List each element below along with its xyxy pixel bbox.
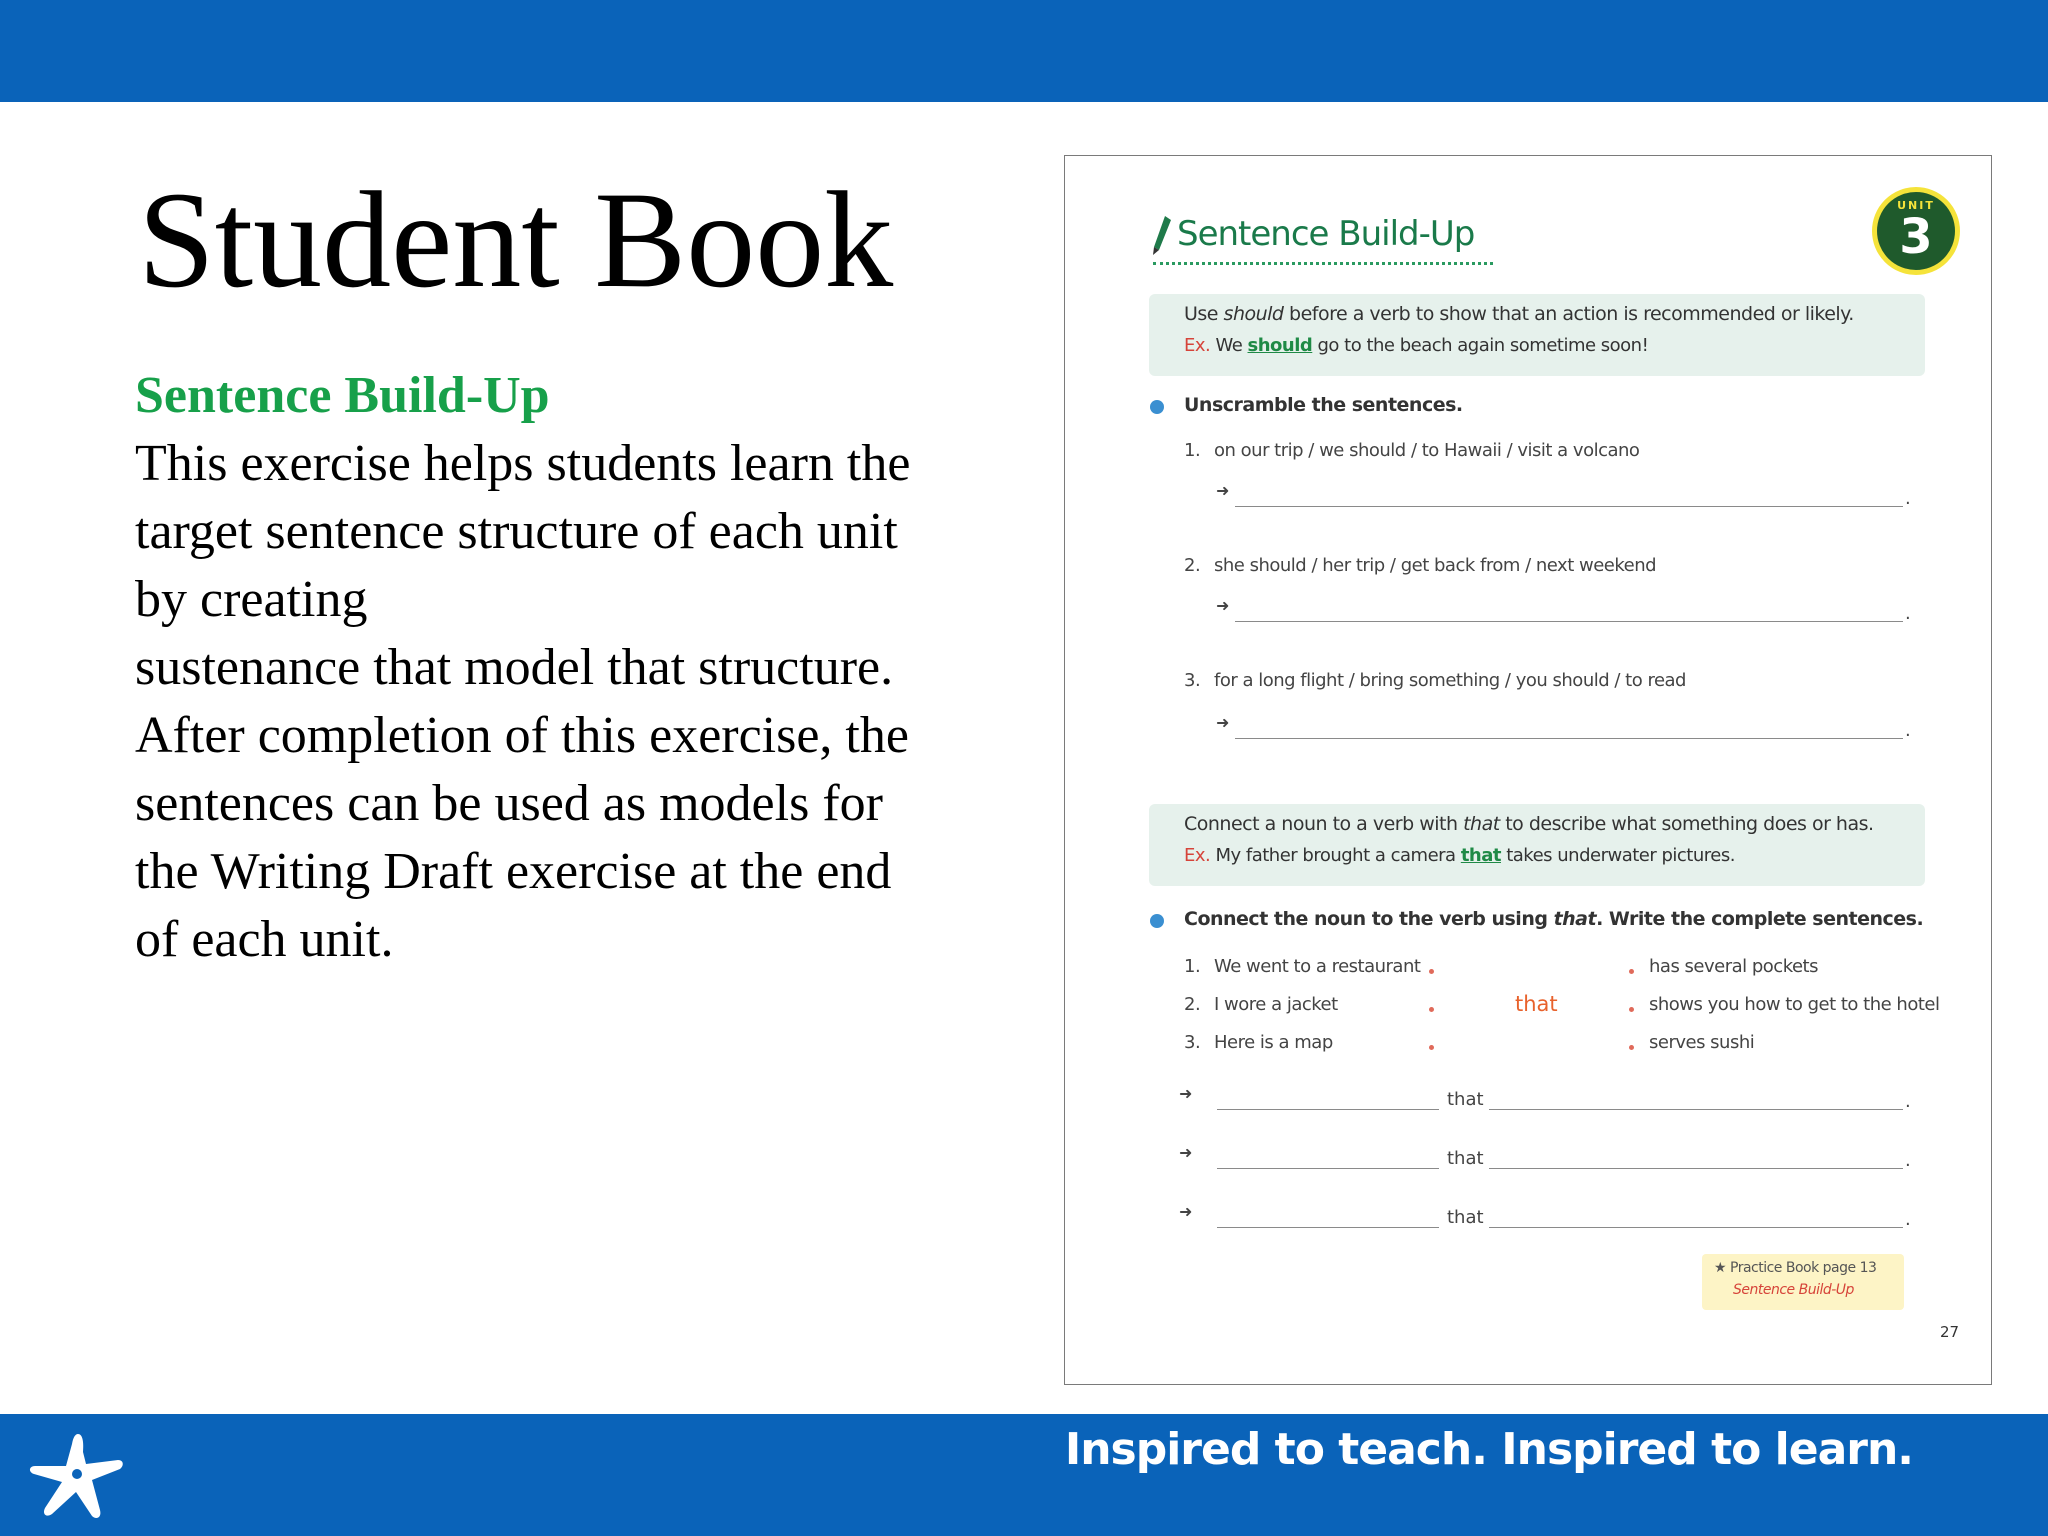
description-line: of each unit. [135, 911, 394, 968]
arrow-icon: ➜ [1179, 1143, 1193, 1162]
answer-line [1217, 1109, 1439, 1110]
period: . [1905, 1209, 1911, 1230]
period: . [1905, 1091, 1911, 1112]
arrow-icon: ➜ [1216, 713, 1230, 732]
answer-line [1235, 738, 1903, 739]
that-label: that [1447, 1148, 1484, 1169]
answer-line [1217, 1227, 1439, 1228]
grammar-rule-that: Connect a noun to a verb with that to describe what something does or has. [1184, 813, 1874, 835]
match-dot [1629, 1007, 1634, 1012]
connector-word: that [1515, 992, 1558, 1016]
description-line: After completion of this exercise, the [135, 707, 909, 764]
tagline: Inspired to teach. Inspired to learn. [1064, 1424, 1913, 1475]
match-left-item: We went to a restaurant [1214, 956, 1421, 977]
match-right-item: shows you how to get to the hotel [1649, 994, 1940, 1015]
title-underline [1153, 262, 1493, 265]
question-text: for a long flight / bring something / you should / to read [1214, 670, 1686, 691]
arrow-icon: ➜ [1179, 1084, 1193, 1103]
description-line: by creating [135, 571, 368, 628]
description-line: the Writing Draft exercise at the end [135, 843, 892, 900]
match-number: 2. [1184, 994, 1201, 1015]
question-text: on our trip / we should / to Hawaii / visit a volcano [1214, 440, 1640, 461]
question-number: 2. [1184, 555, 1201, 576]
practice-book-page: ★ Practice Book page 13 [1714, 1260, 1877, 1276]
top-banner [0, 0, 2048, 102]
answer-line [1235, 621, 1903, 622]
match-number: 3. [1184, 1032, 1201, 1053]
match-dot [1429, 1045, 1434, 1050]
page-number: 27 [1940, 1323, 1960, 1341]
match-right-item: serves sushi [1649, 1032, 1755, 1053]
arrow-icon: ➜ [1216, 481, 1230, 500]
pencil-icon [1151, 214, 1173, 256]
instruction-connect: Connect the noun to the verb using that. Write the complete sentences. [1184, 908, 1924, 930]
description-line: target sentence structure of each unit [135, 503, 898, 560]
instruction-unscramble: Unscramble the sentences. [1184, 394, 1463, 416]
match-dot [1629, 1045, 1634, 1050]
practice-book-reference [1702, 1254, 1904, 1310]
answer-line [1235, 506, 1903, 507]
match-right-item: has several pockets [1649, 956, 1818, 977]
starfish-logo-icon [26, 1430, 126, 1520]
match-dot [1429, 969, 1434, 974]
unit-badge [1872, 187, 1960, 275]
match-left-item: I wore a jacket [1214, 994, 1338, 1015]
slide-title: Student Book [138, 163, 894, 316]
bullet-icon [1150, 914, 1164, 928]
student-book-page [1064, 155, 1992, 1385]
answer-line [1217, 1168, 1439, 1169]
question-text: she should / her trip / get back from / next weekend [1214, 555, 1657, 576]
practice-book-section: Sentence Build-Up [1733, 1282, 1854, 1298]
book-section-title: Sentence Build-Up [1177, 214, 1475, 254]
period: . [1905, 1150, 1911, 1171]
grammar-example-that: Ex. My father brought a camera that takes underwater pictures. [1184, 845, 1735, 866]
answer-line [1489, 1168, 1903, 1169]
period: . [1905, 603, 1911, 624]
arrow-icon: ➜ [1216, 596, 1230, 615]
match-dot [1429, 1007, 1434, 1012]
answer-line [1489, 1227, 1903, 1228]
description-line: sentences can be used as models for [135, 775, 883, 832]
description-line: sustenance that model that structure. [135, 639, 894, 696]
description-text [135, 430, 1015, 974]
grammar-example-should: Ex. We should go to the beach again sometime soon! [1184, 335, 1649, 356]
match-number: 1. [1184, 956, 1201, 977]
unit-label: UNIT [1897, 199, 1935, 212]
unit-number: 3 [1899, 209, 1933, 265]
period: . [1905, 720, 1911, 741]
question-number: 3. [1184, 670, 1201, 691]
arrow-icon: ➜ [1179, 1202, 1193, 1221]
period: . [1905, 488, 1911, 509]
description-line: This exercise helps students learn the [135, 435, 911, 492]
match-left-item: Here is a map [1214, 1032, 1333, 1053]
that-label: that [1447, 1207, 1484, 1228]
question-number: 1. [1184, 440, 1201, 461]
answer-line [1489, 1109, 1903, 1110]
match-dot [1629, 969, 1634, 974]
section-subheading: Sentence Build-Up [135, 367, 550, 424]
bullet-icon [1150, 400, 1164, 414]
that-label: that [1447, 1089, 1484, 1110]
grammar-rule-should: Use should before a verb to show that an action is recommended or likely. [1184, 303, 1854, 325]
